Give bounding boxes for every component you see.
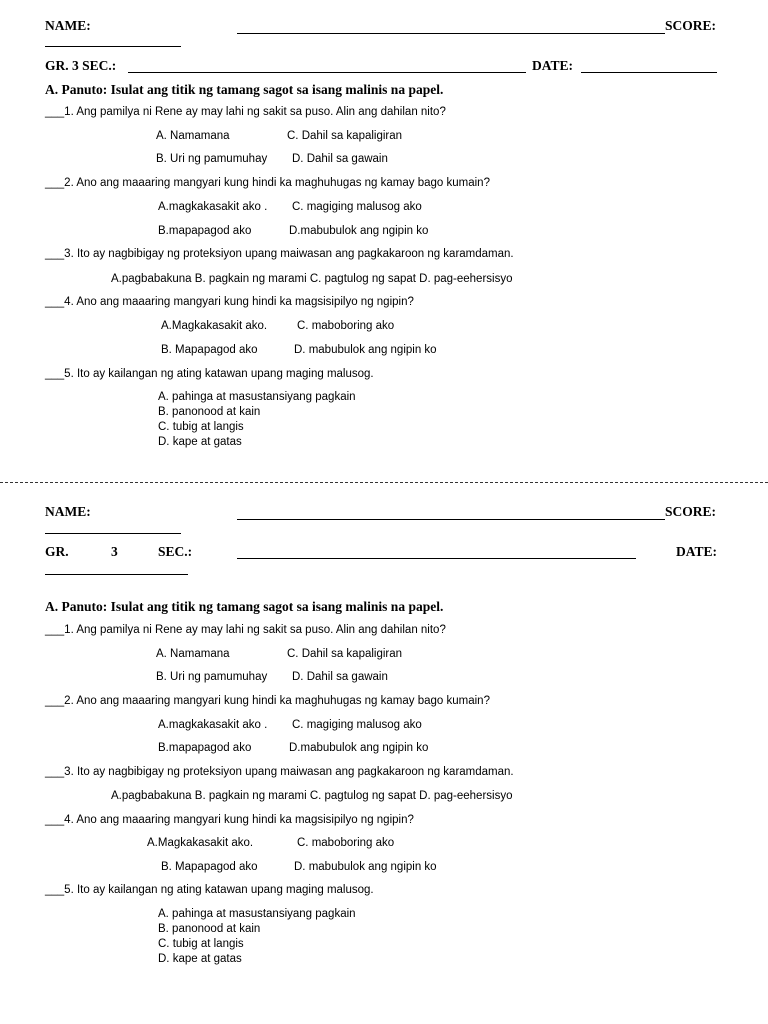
choice-d: D.mabubulok ang ngipin ko: [289, 225, 429, 237]
score-blank[interactable]: [45, 46, 181, 47]
question-1: ___1. Ang pamilya ni Rene ay may lahi ng sakit sa puso. Alin ang dahilan nito?: [45, 624, 446, 636]
choice-c: C. maboboring ako: [297, 837, 395, 849]
score-label: SCORE:: [665, 504, 717, 519]
question-2: ___2. Ano ang maaaring mangyari kung hindi ka maghuhugas ng kamay bago kumain?: [45, 177, 490, 189]
choice-b: B.mapapagod ako: [158, 225, 252, 237]
choice-a: A. Namamana: [156, 648, 230, 660]
choice-a: A. pahinga at masustansiyang pagkain: [158, 391, 356, 403]
choice-c: C. maboboring ako: [297, 320, 395, 332]
date-label: DATE:: [532, 58, 574, 73]
choice-c: C. magiging malusog ako: [292, 719, 422, 731]
section-label: SEC.:: [158, 544, 193, 559]
date-blank[interactable]: [45, 574, 188, 575]
grade-number: 3: [111, 544, 118, 559]
choice-a: A.Magkakasakit ako.: [161, 320, 268, 332]
choice-a: A. Namamana: [156, 130, 230, 142]
question-3: ___3. Ito ay nagbibigay ng proteksiyon upang maiwasan ang pagkakaroon ng karamdaman.: [45, 248, 514, 260]
choice-d: D. Dahil sa gawain: [292, 671, 388, 683]
section-blank[interactable]: [128, 72, 526, 73]
choice-d: D. kape at gatas: [158, 436, 242, 448]
choice-d: D. kape at gatas: [158, 953, 242, 965]
score-label: SCORE:: [665, 18, 717, 33]
section-blank[interactable]: [237, 558, 636, 559]
choice-a: A. pahinga at masustansiyang pagkain: [158, 908, 356, 920]
date-blank[interactable]: [581, 72, 717, 73]
instruction: A. Panuto: Isulat ang titik ng tamang sagot sa isang malinis na papel.: [45, 82, 444, 97]
name-blank[interactable]: [237, 519, 665, 520]
choice-c: C. tubig at langis: [158, 938, 244, 950]
choice-a: A.Magkakasakit ako.: [147, 837, 254, 849]
instruction: A. Panuto: Isulat ang titik ng tamang sagot sa isang malinis na papel.: [45, 599, 444, 614]
question-4: ___4. Ano ang maaaring mangyari kung hindi ka magsisipilyo ng ngipin?: [45, 814, 414, 826]
question-5: ___5. Ito ay kailangan ng ating katawan upang maging malusog.: [45, 884, 374, 896]
choice-d: D. Dahil sa gawain: [292, 153, 388, 165]
name-label: NAME:: [45, 504, 91, 519]
score-blank[interactable]: [45, 533, 181, 534]
question-5: ___5. Ito ay kailangan ng ating katawan upang maging malusog.: [45, 368, 374, 380]
choice-d: D. mabubulok ang ngipin ko: [294, 344, 437, 356]
name-blank[interactable]: [237, 33, 665, 34]
choice-c: C. Dahil sa kapaligiran: [287, 130, 403, 142]
choice-b: B. Uri ng pamumuhay: [156, 671, 268, 683]
question-2: ___2. Ano ang maaaring mangyari kung hindi ka maghuhugas ng kamay bago kumain?: [45, 695, 490, 707]
choice-a: A.magkakasakit ako .: [158, 201, 268, 213]
question-3: ___3. Ito ay nagbibigay ng proteksiyon upang maiwasan ang pagkakaroon ng karamdaman.: [45, 766, 514, 778]
choice-b: B. Uri ng pamumuhay: [156, 153, 268, 165]
choices-inline: A.pagbabakuna B. pagkain ng marami C. pagtulog ng sapat D. pag-eehersisyo: [111, 273, 513, 285]
name-label: NAME:: [45, 18, 91, 33]
question-4: ___4. Ano ang maaaring mangyari kung hindi ka magsisipilyo ng ngipin?: [45, 296, 414, 308]
choice-d: D. mabubulok ang ngipin ko: [294, 861, 437, 873]
choice-c: C. magiging malusog ako: [292, 201, 422, 213]
choice-c: C. tubig at langis: [158, 421, 244, 433]
choice-b: B. panonood at kain: [158, 923, 261, 935]
choices-inline: A.pagbabakuna B. pagkain ng marami C. pagtulog ng sapat D. pag-eehersisyo: [111, 790, 513, 802]
choice-d: D.mabubulok ang ngipin ko: [289, 742, 429, 754]
choice-b: B. panonood at kain: [158, 406, 261, 418]
choice-b: B.mapapagod ako: [158, 742, 252, 754]
choice-c: C. Dahil sa kapaligiran: [287, 648, 403, 660]
date-label: DATE:: [676, 544, 718, 559]
choice-b: B. Mapapagod ako: [161, 344, 258, 356]
grade-section-label: GR. 3 SEC.:: [45, 58, 117, 73]
choice-b: B. Mapapagod ako: [161, 861, 258, 873]
choice-a: A.magkakasakit ako .: [158, 719, 268, 731]
cut-line: [0, 482, 768, 483]
question-1: ___1. Ang pamilya ni Rene ay may lahi ng sakit sa puso. Alin ang dahilan nito?: [45, 106, 446, 118]
grade-label: GR.: [45, 544, 69, 559]
